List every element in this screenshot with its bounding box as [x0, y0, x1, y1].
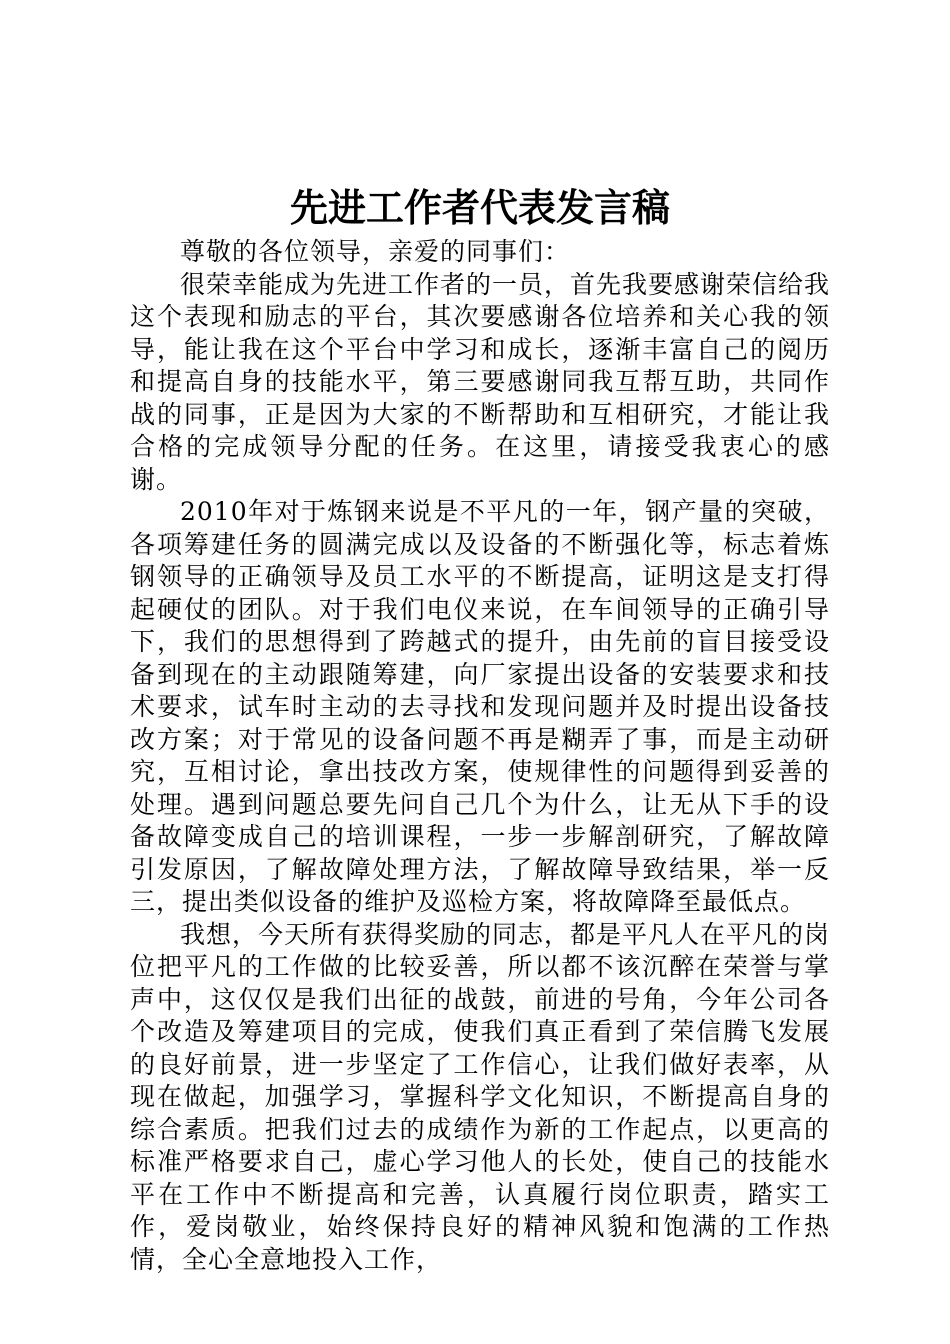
document-page	[130, 180, 830, 1276]
salutation: 尊敬的各位领导，亲爱的同事们：	[180, 237, 571, 266]
document-title: 先进工作者代表发言稿	[289, 186, 670, 230]
paragraph-outlook: 我想，今天所有获得奖励的同志，都是平凡人在平凡的岗位把平凡的工作做的比较妥善，所以都不该沉醉在荣誉与掌声中，这仅仅是我们出征的战鼓，前进的号角，今年公司各个改造及筹建项目的完成，使我们真正看到了荣信腾飞发展的良好前景，进一步坚定了工作信心，让我们做好表率，从现在做起，加强学习，掌握科学文化知识，不断提高自身的综合素质。把我们过去的成绩作为新的工作起点，以更高的标准严格要求自己，虚心学习他人的长处，使自己的技能水平在工作中不断提高和完善，认真履行岗位职责，踏实工作，爱岗敬业，始终保持良好的精神风貌和饱满的工作热情，全心全意地投入工作，	[130, 919, 831, 1274]
paragraph-2010: 2010年对于炼钢来说是不平凡的一年，钢产量的突破，各项筹建任务的圆满完成以及设备的不断强化等，标志着炼钢领导的正确领导及员工水平的不断提高，证明这是支打得起硬仗的团队。对于我们电仪来说，在车间领导的正确引导下，我们的思想得到了跨越式的提升，由先前的盲目接受设备到现在的主动跟随筹建，向厂家提出设备的安装要求和技术要求，试车时主动的去寻找和发现问题并及时提出设备技改方案；对于常见的设备问题不再是糊弄了事，而是主动研究，互相讨论，拿出技改方案，使规律性的问题得到妥善的处理。遇到问题总要先问自己几个为什么，让无从下手的设备故障变成自己的培训课程，一步一步解剖研究，了解故障引发原因，了解故障处理方法，了解故障导致结果，举一反三，提出类似设备的维护及巡检方案，将故障降至最低点。	[130, 497, 830, 916]
paragraph-thanks: 很荣幸能成为先进工作者的一员，首先我要感谢荣信给我这个表现和励志的平台，其次要感谢各位培养和关心我的领导，能让我在这个平台中学习和成长，逐渐丰富自己的阅历和提高自身的技能水平，第三要感谢同我互帮互助，共同作战的同事，正是因为大家的不断帮助和互相研究，才能让我合格的完成领导分配的任务。在这里，请接受我衷心的感谢。	[130, 269, 831, 494]
document-body	[130, 236, 830, 1276]
